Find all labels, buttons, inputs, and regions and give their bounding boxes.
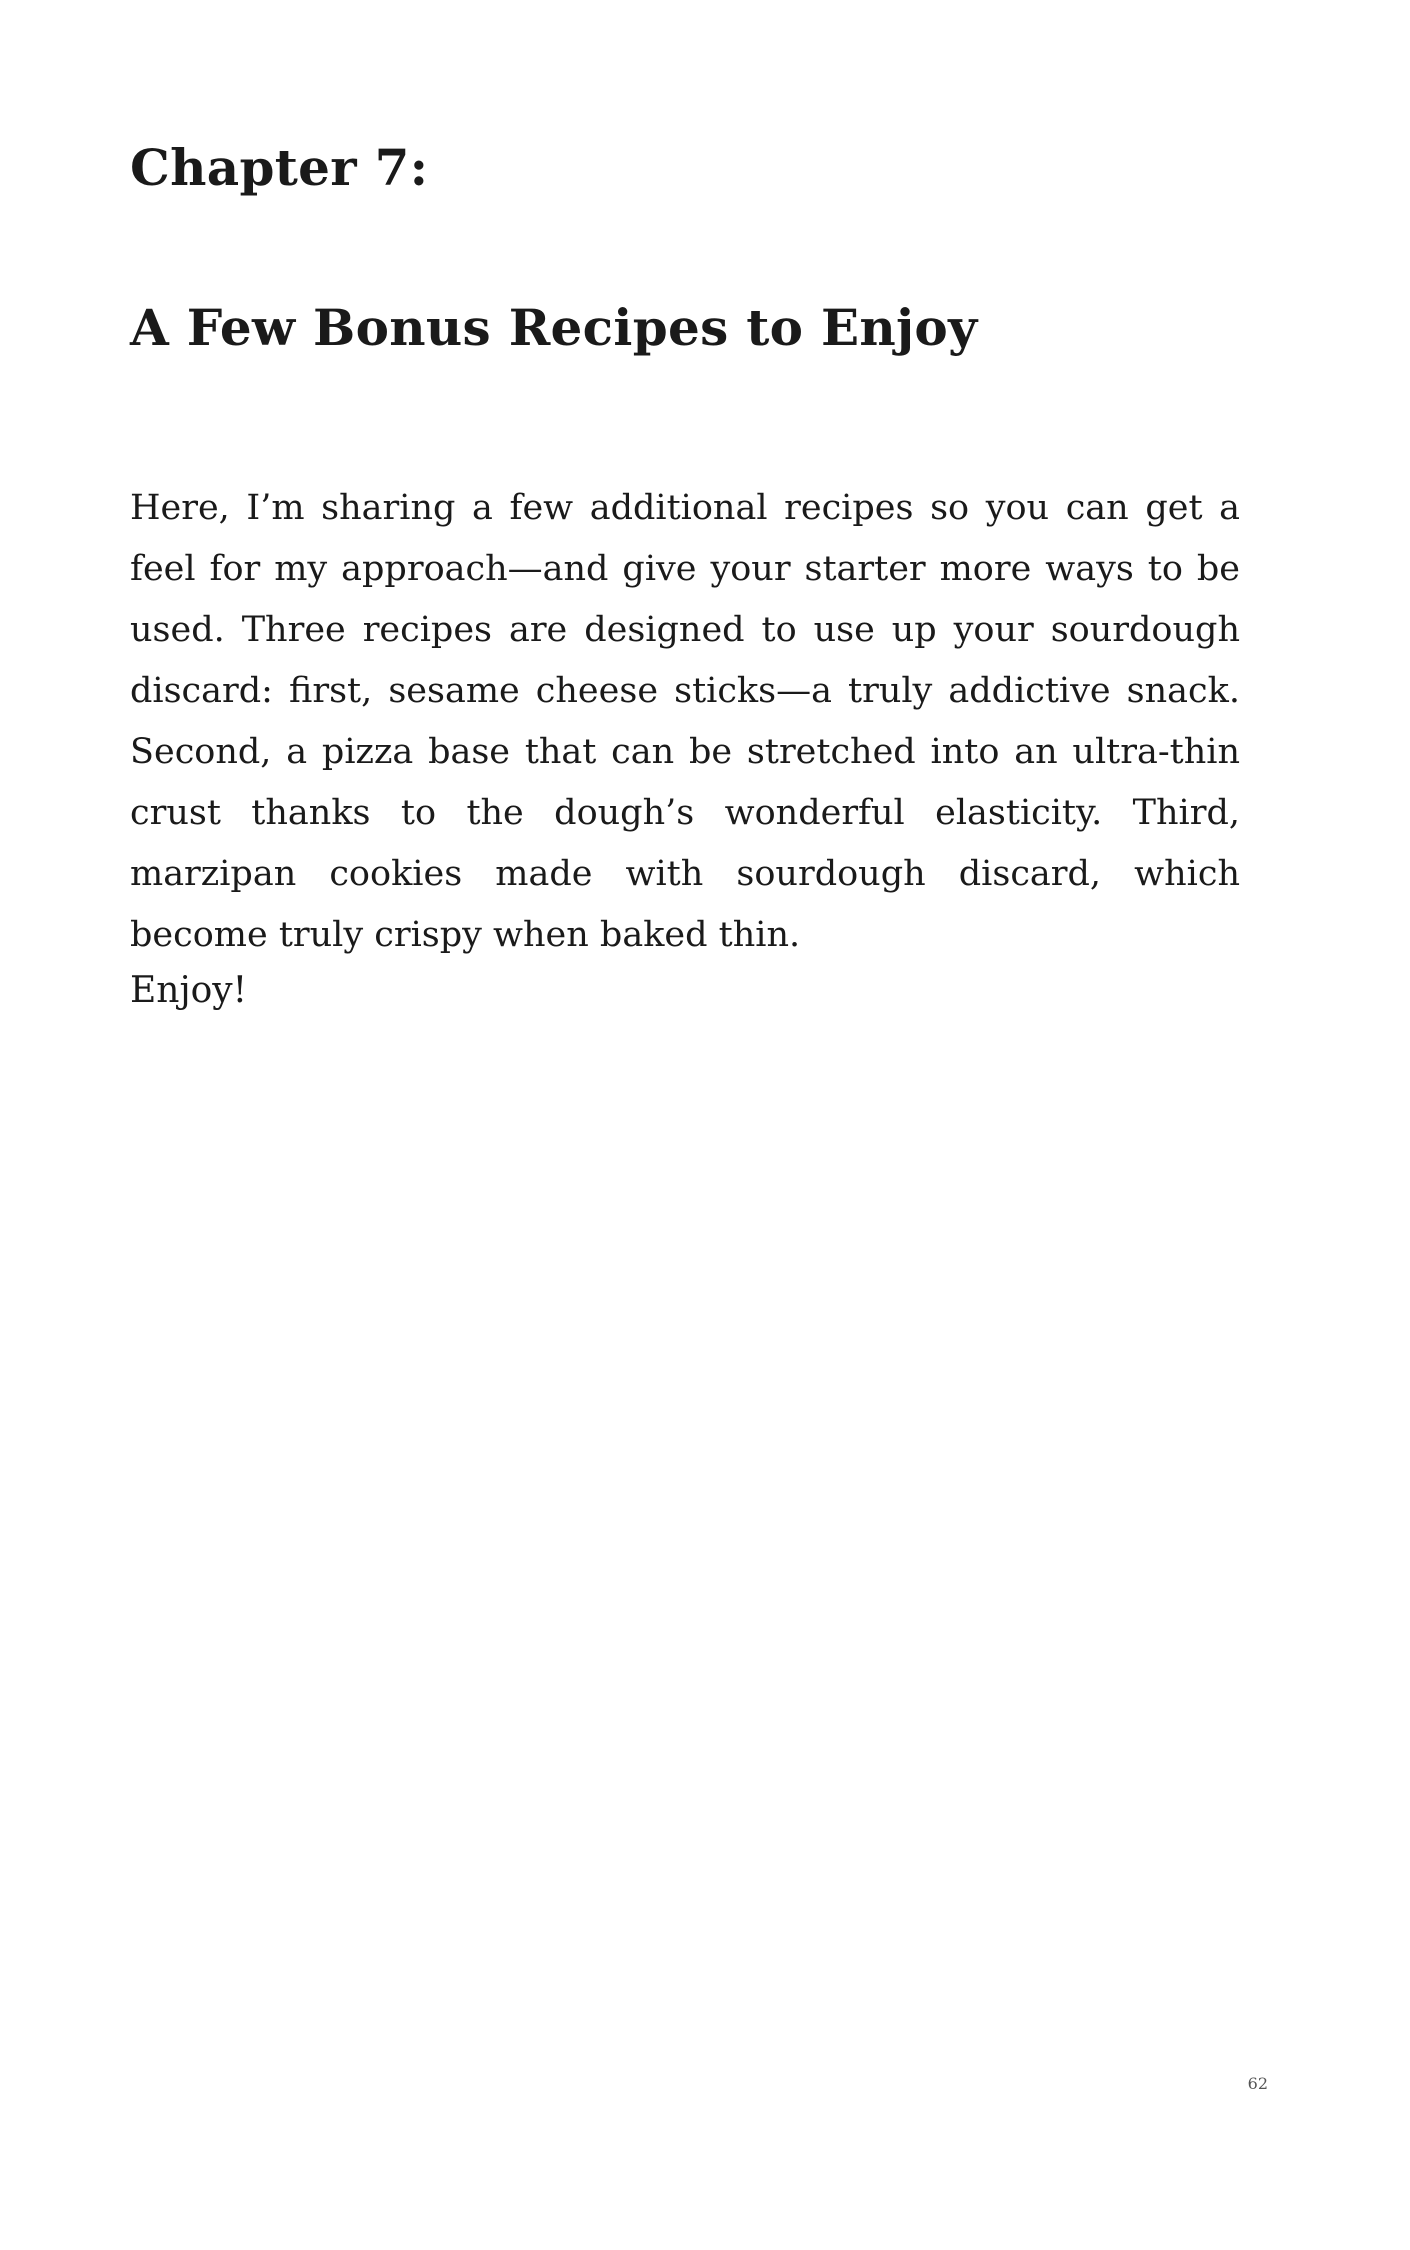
chapter-label: Chapter 7:	[130, 138, 429, 197]
page-number: 62	[1247, 2074, 1268, 2093]
intro-paragraph: Here, I’m sharing a few additional recipes so you can get a feel for my approach—and give your starter more ways to be used. Three recipes are designed to use up your sourdough discard: first, sesame cheese sticks—a truly addictive snack. Second, a pizza base that can be stretched into an ultra-thin crust thanks to the dough’s wonderful elasticity. Third, marzipan cookies made with sourdough discard, which become truly crispy when baked thin.	[130, 488, 1240, 955]
chapter-title: A Few Bonus Recipes to Enjoy	[130, 298, 978, 357]
closing-line: Enjoy!	[130, 970, 248, 1011]
